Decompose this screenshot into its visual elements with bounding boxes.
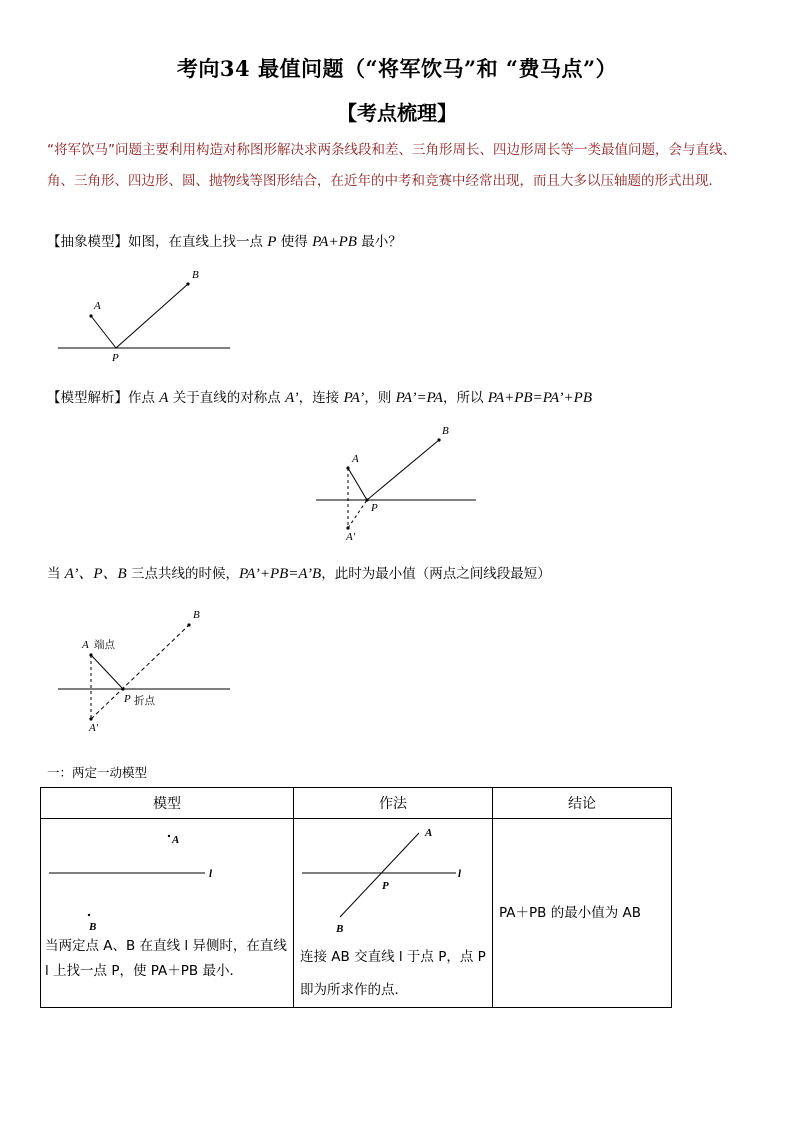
- label-a-prime: A': [89, 722, 99, 734]
- analysis-label: 【模型解析】: [47, 390, 128, 406]
- segment-pa: [348, 468, 367, 500]
- table-row: [41, 819, 672, 1008]
- label-b: B: [193, 609, 200, 621]
- model-table: [40, 787, 672, 1008]
- label-b: B: [89, 921, 97, 933]
- label-p: P: [371, 502, 378, 514]
- cell-conclusion: [493, 819, 672, 1008]
- method-description: 连接 AB 交直线 l 于点 P，点 P 即为所求作的点．: [300, 949, 486, 998]
- section-heading: 【考点梳理】: [337, 101, 457, 125]
- label-p: P: [382, 880, 389, 892]
- label-a-prime: A': [346, 531, 356, 543]
- header-conclusion: 结论: [493, 788, 672, 819]
- label-a: A: [172, 834, 180, 846]
- label-b: B: [442, 425, 449, 437]
- segment-pa-prime: [348, 500, 367, 528]
- label-l: l: [458, 868, 462, 880]
- segment-pa: [91, 655, 123, 689]
- header-model: 模型: [41, 788, 294, 819]
- abstract-model-line: 【抽象模型】如图，在直线上找一点 P 使得 PA+PB 最小？: [47, 234, 402, 250]
- label-b: B: [336, 923, 344, 935]
- section-title-two-fixed-one-moving: 一：两定一动模型: [47, 765, 148, 780]
- figure-collinear: [50, 603, 250, 738]
- point-p: [121, 687, 124, 690]
- header-method: 作法: [294, 788, 493, 819]
- point-a-prime: [346, 526, 349, 529]
- analysis-line: 【模型解析】作点 A 关于直线的对称点 A’，连接 PA’，则 PA’=PA，所以 PA+PB=PA’+PB: [47, 390, 592, 406]
- label-a: A: [94, 300, 101, 312]
- segment-pb: [367, 440, 439, 500]
- conclusion-text: PA＋PB 的最小值为 AB: [499, 904, 641, 921]
- point-b: [88, 914, 90, 916]
- label-p: P: [112, 352, 119, 364]
- point-a: [346, 466, 349, 469]
- label-a: A: [425, 827, 433, 839]
- point-a-prime: [89, 717, 92, 720]
- label-turnpoint: 折点: [134, 695, 155, 707]
- cell-model: [41, 819, 294, 1008]
- abstract-label: 【抽象模型】: [47, 234, 128, 250]
- point-b: [437, 438, 440, 441]
- cell-method: [294, 819, 493, 1008]
- label-b: B: [192, 269, 199, 281]
- point-b: [186, 282, 189, 285]
- figure-abstract-model: [50, 262, 240, 372]
- point-p: [365, 498, 368, 501]
- model-description: 当两定点 A、B 在直线 l 异侧时，在直线 l 上找一点 P，使 PA＋PB 最小．: [45, 938, 287, 979]
- figure-model: [41, 819, 291, 934]
- segment-ab: [340, 833, 419, 917]
- label-a: A: [352, 453, 359, 465]
- label-a: A: [82, 639, 89, 651]
- segment-pa: [91, 316, 116, 348]
- point-a: [89, 314, 92, 317]
- figure-reflection: [310, 420, 490, 545]
- label-p: P: [124, 693, 131, 705]
- table-header-row: [41, 788, 672, 819]
- figure-method: [294, 819, 490, 941]
- label-endpoint: 端点: [94, 639, 115, 651]
- point-b: [187, 623, 190, 626]
- point-a: [89, 653, 92, 656]
- intro-paragraph: “将军饮马”问题主要利用构造对称图形解决求两条线段和差、三角形周长、四边形周长等一类最值问题，会与直线、角、三角形、四边形、圆、抛物线等图形结合，在近年的中考和竞赛中经常出现，而且大多以压轴题的形式出现．: [47, 142, 736, 189]
- label-l: l: [209, 868, 213, 880]
- collinear-line: 当 A’、P、B 三点共线的时候，PA’+PB=A’B，此时为最小值（两点之间线段最短）: [47, 566, 551, 582]
- point-a: [168, 835, 170, 837]
- segment-pb: [116, 284, 188, 348]
- page-title: 考向34 最值问题（“将军饮马”和 “费马点”）: [176, 56, 618, 81]
